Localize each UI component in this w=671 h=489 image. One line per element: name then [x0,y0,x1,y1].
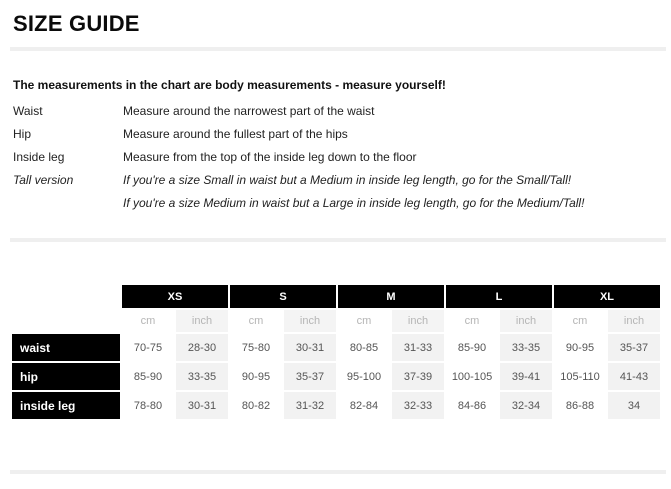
measurement-description: Measure around the narrowest part of the waist [123,104,375,118]
table-row-inside-leg [12,392,660,419]
table-cell: 37-39 [392,363,444,390]
table-cell: 100-105 [446,363,498,390]
table-cell: 95-100 [338,363,390,390]
measurement-label: Inside leg [13,150,65,164]
table-cell: 32-33 [392,392,444,419]
table-cell: 70-75 [122,334,174,361]
size-header-row [12,285,660,308]
measurement-description: If you're a size Medium in waist but a Large in inside leg length, go for the Medium/Tall! [123,196,585,210]
unit-inch: inch [608,310,660,332]
table-cell: 90-95 [554,334,606,361]
unit-cm: cm [446,310,498,332]
size-header-xl: XL [554,285,660,308]
size-table [10,283,662,421]
table-cell: 31-33 [392,334,444,361]
unit-inch: inch [176,310,228,332]
measurement-description: Measure around the fullest part of the hips [123,127,348,141]
measurement-label: Waist [13,104,43,118]
table-cell: 32-34 [500,392,552,419]
table-cell: 34 [608,392,660,419]
unit-row [12,310,660,332]
table-cell: 84-86 [446,392,498,419]
size-header-s: S [230,285,336,308]
table-row-waist [12,334,660,361]
measurement-description: Measure from the top of the inside leg down to the floor [123,150,417,164]
table-cell: 85-90 [122,363,174,390]
table-cell: 90-95 [230,363,282,390]
divider-bottom [10,470,666,474]
row-label-hip: hip [12,363,120,390]
unit-cm: cm [122,310,174,332]
table-cell: 78-80 [122,392,174,419]
table-cell: 35-37 [608,334,660,361]
measurement-description: If you're a size Small in waist but a Medium in inside leg length, go for the Small/Tall! [123,173,572,187]
page-title: SIZE GUIDE [13,11,140,36]
table-cell: 41-43 [608,363,660,390]
intro-text: The measurements in the chart are body measurements - measure yourself! [13,78,446,92]
table-corner [12,310,120,332]
measurement-label: Hip [13,127,32,141]
table-cell: 33-35 [176,363,228,390]
unit-cm: cm [338,310,390,332]
row-label-inside-leg: inside leg [12,392,120,419]
table-cell: 85-90 [446,334,498,361]
unit-inch: inch [500,310,552,332]
size-header-xs: XS [122,285,228,308]
table-cell: 33-35 [500,334,552,361]
divider-top [10,47,666,51]
table-row-hip [12,363,660,390]
table-cell: 82-84 [338,392,390,419]
table-cell: 31-32 [284,392,336,419]
size-header-m: M [338,285,444,308]
size-header-l: L [446,285,552,308]
table-cell: 75-80 [230,334,282,361]
table-cell: 80-85 [338,334,390,361]
table-cell: 30-31 [176,392,228,419]
row-label-waist: waist [12,334,120,361]
unit-inch: inch [284,310,336,332]
divider-middle [10,238,666,242]
unit-cm: cm [554,310,606,332]
table-corner [12,285,120,308]
unit-cm: cm [230,310,282,332]
table-cell: 80-82 [230,392,282,419]
table-cell: 35-37 [284,363,336,390]
measurement-label: Tall version [13,173,74,187]
unit-inch: inch [392,310,444,332]
table-cell: 86-88 [554,392,606,419]
table-cell: 28-30 [176,334,228,361]
table-cell: 39-41 [500,363,552,390]
table-cell: 30-31 [284,334,336,361]
table-cell: 105-110 [554,363,606,390]
